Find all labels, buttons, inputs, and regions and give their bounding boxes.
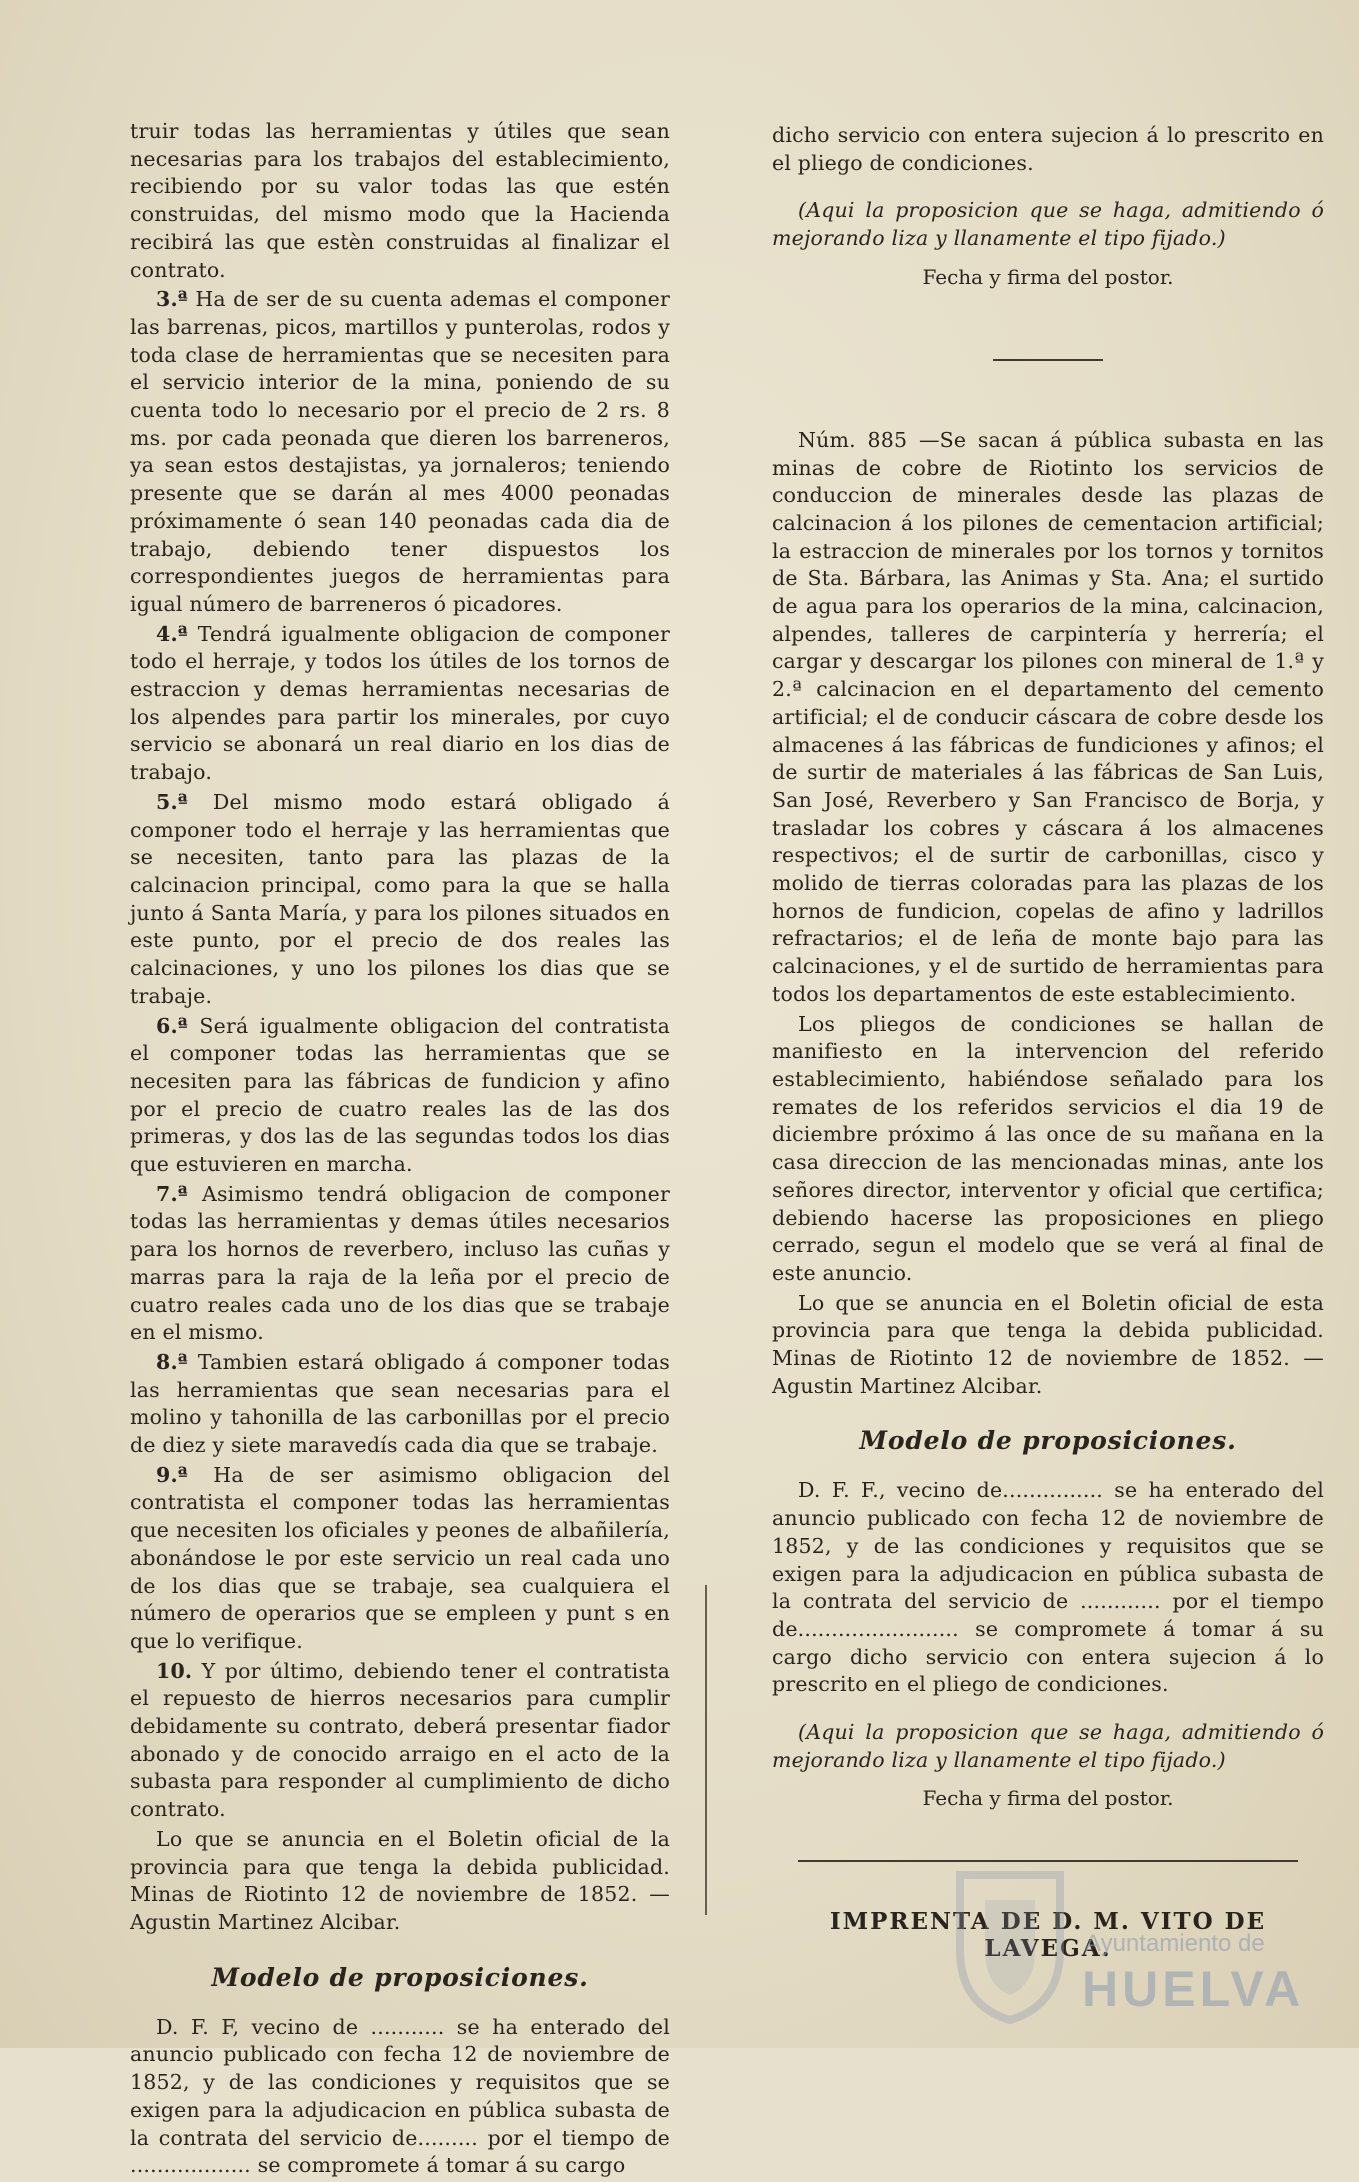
- watermark-line-1: Ayuntamiento de: [1085, 1930, 1265, 1957]
- condition-number: 3.ª: [156, 287, 188, 312]
- notice-885: Núm. 885 —Se sacan á pública subasta en las minas de cobre de Riotinto los servicios de conduccion de minerales desde las plazas de calcinacion á los pilones de cementacion artificial; la estraccion de minerales por los tornos y tornitos de Sta. Bárbara, las Animas y Sta. Ana; el surtido de agua para los operarios de la mina, calcinacion, alpendes, talleres de carpintería y herrería; el cargar y descargar los pilones con mineral de 1.ª y 2.ª calcinacion en el departamento del cemento artificial; el de conducir cáscara de cobre desde los almacenes á las fábricas de fundiciones y afinos; el de surtir de materiales á las fábricas de San Luis, San José, Reverbero y San Francisco de Borja, y trasladar los cobres y cáscara á los almacenes respectivos; el de surtir de carbonillas, cisco y molido de tierras coloradas para las plazas de los hornos de fundicion, copelas de afino y ladrillos refractarios; el de leña de monte bajo para las calcinaciones, y el de surtido de herramientas para todos los departamentos de este establecimiento.: [772, 427, 1324, 1006]
- condition-4: [130, 621, 670, 787]
- condition-number: 8.ª: [156, 1349, 188, 1374]
- condition-text: Ha de ser asimismo obligacion del contratista el componer todas las herramientas que necesiten los oficiales y peones de albañilería, abonándose le por este servicio un real cada uno de los dias que se trabaje, sea cualquiera el número de operarios que se empleen y punt s en que lo verifique.: [130, 1462, 671, 1653]
- condition-number: 10.: [156, 1658, 193, 1683]
- continued-text: dicho servicio con entera sujecion á lo prescrito en el pliego de condiciones.: [772, 123, 1324, 175]
- section-rule: [993, 359, 1103, 361]
- model-proposal-text: D. F. F, vecino de ........... se ha enterado del anuncio publicado con fecha 12 de noviembre de 1852, y de las condiciones y requisitos que se exigen para la adjudicacion en pública subasta de la contrata del servicio de......... por el tiempo de .................. se compromete á tomar á su cargo: [130, 2014, 670, 2178]
- condition-text: Del mismo modo estará obligado á componer todo el herraje y las herramientas que se necesiten, tanto para las plazas de la calcinacion principal, como para la que se halla junto á Santa María, y para los pilones situados en este punto, por el precio de dos reales las calcinaciones, y uno los pilones los dias que se trabaje.: [130, 789, 670, 1008]
- condition-number: 5.ª: [156, 789, 188, 814]
- printer-imprint: IMPRENTA DE D. M. VITO DE LAVEGA.: [829, 1908, 1267, 1963]
- condition-3: [130, 286, 670, 618]
- condition-number: 4.ª: [156, 621, 188, 646]
- model-heading: Modelo de proposiciones.: [211, 1962, 589, 1992]
- condition-number: 6.ª: [156, 1013, 188, 1038]
- condition-text: Tambien estará obligado á componer todas las herramientas que sean necesarias para el molino y tahonilla de las carbonillas por el precio de diez y siete maravedís cada dia que se trabaje.: [130, 1349, 671, 1458]
- proposal-note: (Aqui la proposicion que se haga, admitiendo ó mejorando liza y llanamente el tipo fijado.): [772, 198, 1324, 251]
- condition-6: [130, 1013, 670, 1179]
- proposal-note: (Aqui la proposicion que se haga, admitiendo ó mejorando liza y llanamente el tipo fijado.): [772, 1720, 1324, 1772]
- condition-number: 9.ª: [156, 1462, 188, 1487]
- closing-notice: Lo que se anuncia en el Boletin oficial de la provincia para que tenga la debida publicidad. Minas de Riotinto 12 de noviembre de 1852. —Agustin Martinez Alcibar.: [130, 1826, 670, 1934]
- condition-9: [130, 1462, 670, 1656]
- spacer: [772, 1701, 1324, 1719]
- spacer: [772, 179, 1324, 197]
- condition-text: Y por último, debiendo tener el contratista el repuesto de hierros necesarios para cumplir debidamente su contrato, deberá presentar fiador abonado y de conocido arraigo en el acto de la subasta para responder al cumplimiento de dicho contrato.: [130, 1658, 670, 1822]
- column-divider: [705, 1585, 707, 1915]
- watermark-line-2: HUELVA: [1082, 1961, 1305, 2017]
- condition-10: [130, 1658, 670, 1824]
- model-heading: Modelo de proposiciones.: [859, 1426, 1237, 1456]
- right-column: [772, 122, 1324, 1962]
- condition-8: [130, 1349, 670, 1460]
- condition-7: [130, 1181, 670, 1347]
- left-column: [130, 118, 670, 2182]
- model-proposal-text: D. F. F., vecino de............... se ha enterado del anuncio publicado con fecha 12 de noviembre de 1852, y de las condiciones y requisitos que se exigen para la adjudicacion en pública subasta de la contrata del servicio de ............ por el tiempo de........................ se compromete á tomar á su cargo dicho servicio con entera sujecion á lo prescrito en el pliego de condiciones.: [772, 1478, 1324, 1697]
- signature-line: Fecha y firma del postor.: [922, 1786, 1174, 1811]
- signature-line: Fecha y firma del postor.: [922, 264, 1174, 289]
- condition-text: Ha de ser de su cuenta ademas el componer las barrenas, picos, martillos y punterolas, rodos y toda clase de herramientas que se necesiten para el servicio interior de la mina, poniendo de su cuenta todo lo necesario por el precio de 2 rs. 8 ms. por cada peonada que dieren los barreneros, ya sean estos destajistas, ya jornaleros; teniendo presente que se darán al mes 4000 peonadas próximamente ó sean 140 peonadas cada dia de trabajo, debiendo tener dispuestos los correspondientes juegos de herramientas para igual número de barreneros ó picadores.: [130, 287, 670, 616]
- pliegos-paragraph: Los pliegos de condiciones se hallan de manifiesto en la intervencion del referido establecimiento, habiéndose señalado para los remates de los referidos servicios el dia 19 de diciembre próximo á las once de su mañana en la casa direccion de las mencionadas minas, ante los señores director, interventor y oficial que certifica; debiendo hacerse las proposiciones en pliego cerrado, segun el modelo que se verá al final de este anuncio.: [772, 1011, 1324, 1285]
- condition-text: Asimismo tendrá obligacion de componer todas las herramientas y demas útiles necesarios para los hornos de reverbero, incluso las cuñas y marras para la raja de la leña por el precio de cuatro reales cada uno de los dias que se trabaje en el mismo.: [130, 1181, 671, 1345]
- condition-text: Tendrá igualmente obligacion de componer todo el herraje, y todos los útiles de los tornos de estraccion y demas herramientas necesarias de los alpendes para partir los minerales, por cuyo servicio se abonará un real diario en los dias de trabajo.: [130, 621, 670, 785]
- intro-paragraph: truir todas las herramientas y útiles que sean necesarias para los trabajos del establecimiento, recibiendo por su valor todas las que estén construidas, del mismo modo que la Hacienda recibirá las que estèn construidas al finalizar el contrato.: [130, 119, 670, 282]
- condition-number: 7.ª: [156, 1181, 188, 1206]
- condition-5: [130, 789, 670, 1011]
- closing-notice: Lo que se anuncia en el Boletin oficial de esta provincia para que tenga la debida publicidad. Minas de Riotinto 12 de noviembre de 1852. —Agustin Martinez Alcibar.: [772, 1290, 1324, 1398]
- condition-text: Será igualmente obligacion del contratista el componer todas las herramientas que se necesiten para las fábricas de fundicion y afino por el precio de cuatro reales las de las dos primeras, y dos las de las segundas todos los dias que estuvieren en marcha.: [130, 1013, 671, 1177]
